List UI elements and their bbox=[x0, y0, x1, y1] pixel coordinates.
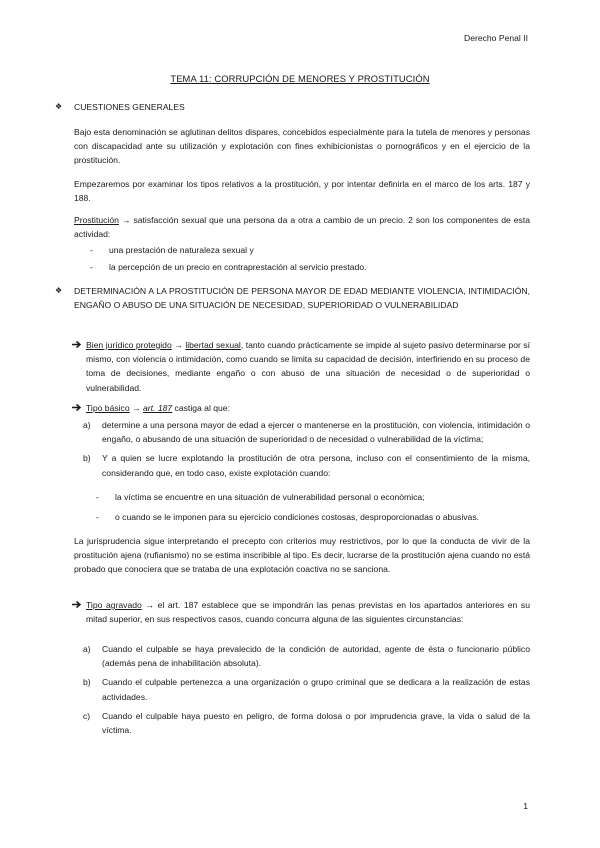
list-item-text: Cuando el culpable haya puesto en peligro, de forma dolosa o por imprudencia grave, la vida o salud de la víctima. bbox=[102, 710, 530, 736]
list-item-text: o cuando se le imponen para su ejercicio condiciones costosas, desproporcionadas o abusivas. bbox=[115, 512, 480, 523]
dash-bullet: - bbox=[96, 512, 99, 523]
title-text: CORRUPCIÓN DE MENORES Y PROSTITUCIÓN bbox=[211, 73, 430, 84]
arrow-icon: → bbox=[118, 215, 134, 225]
explotacion-conditions-list bbox=[96, 490, 543, 524]
tipo-basico-text bbox=[72, 401, 530, 415]
list-item bbox=[83, 451, 530, 479]
paragraph-jurisprudencia: La jurisprudencia sigue interpretando el precepto con criterios muy restrictivos, por lo que la conducta de vivir de la prostitución ajena (rufianismo) no se estima inscribible al tipo. Es decir, lucrarse de la prostitución ajena cuando no está probado que conociera que se trataba de una explotación coactiva no se sanciona. bbox=[74, 536, 530, 575]
bien-juridico-text bbox=[72, 338, 530, 395]
right-arrow-icon bbox=[72, 598, 82, 612]
section-heading-text: CUESTIONES GENERALES bbox=[74, 102, 185, 112]
list-marker: a) bbox=[83, 420, 91, 430]
list-item-text: determine a una persona mayor de edad a ejercer o mantenerse en la prostitución, con violencia, intimidación o engaño, o abusando de una situación de superioridad o de necesidad o vulnerabilidad de la víctima; bbox=[102, 420, 530, 445]
page-title bbox=[0, 72, 600, 86]
list-item-text: Cuando el culpable se haya prevalecido de la condición de autoridad, agente de ésta o funcionario público (además pena de inhabilitación absoluta). bbox=[102, 644, 530, 669]
arrow-text: → bbox=[141, 600, 158, 610]
section-heading-text: DETERMINACIÓN A LA PROSTITUCIÓN DE PERSONA MAYOR DE EDAD MEDIANTE VIOLENCIA, INTIMIDACIÓN, ENGAÑO O ABUSO DE UNA SITUACIÓN DE NECESIDAD, SUPERIORIDAD O VULNERABILIDAD bbox=[74, 286, 530, 311]
tipo-basico-list bbox=[83, 418, 530, 480]
list-marker: b) bbox=[83, 453, 91, 464]
dash-bullet: - bbox=[96, 492, 99, 502]
list-marker: a) bbox=[83, 644, 91, 654]
section-heading-determinacion bbox=[55, 284, 530, 312]
tipo-agravado-text bbox=[72, 598, 530, 626]
page-number: 1 bbox=[523, 801, 528, 811]
term-prostitucion: Prostitución bbox=[74, 215, 119, 225]
list-marker: c) bbox=[83, 710, 91, 721]
running-header: Derecho Penal II bbox=[463, 33, 528, 43]
list-item bbox=[83, 675, 530, 703]
section-heading-cuestiones-generales bbox=[55, 100, 530, 114]
list-item bbox=[96, 490, 543, 504]
arrow-text: → bbox=[171, 340, 186, 350]
list-item-text: la percepción de un precio en contraprestación al servicio prestado. bbox=[109, 262, 367, 273]
list-item-text: la víctima se encuentre en una situación de vulnerabilidad personal o económica; bbox=[115, 492, 425, 502]
definition-text: satisfacción sexual que una persona da a otra a cambio de un precio. 2 son los componentes de esta actividad: bbox=[74, 215, 530, 240]
list-marker: b) bbox=[83, 677, 91, 688]
list-item bbox=[90, 243, 530, 257]
list-item-text: Cuando el culpable pertenezca a una organización o grupo criminal que se dedicara a la realización de estas actividades. bbox=[102, 677, 530, 702]
tipo-agravado-list bbox=[83, 642, 530, 737]
title-label: TEMA 11: bbox=[170, 73, 212, 84]
tipo-basico-description: castiga al que: bbox=[172, 403, 230, 413]
term-bien-juridico: Bien jurídico protegido bbox=[86, 340, 172, 350]
tipo-basico-item bbox=[72, 401, 530, 415]
bien-juridico-description: , tanto cuando prácticamente se impide al sujeto pasivo determinarse por sí mismo, con violencia o intimidación, como cuando se limita su capacidad de decisión, interfiriendo en su proceso de toma de decisiones, mediante engaño o con abuso de una situación de necesidad o de superioridad o vulnerabilidad. bbox=[86, 340, 531, 393]
list-item bbox=[96, 510, 543, 524]
diamond-bullet-icon: ❖ bbox=[55, 286, 63, 295]
term-tipo-agravado: Tipo agravado bbox=[86, 600, 142, 610]
bien-juridico-item bbox=[72, 338, 530, 395]
components-list bbox=[90, 243, 530, 274]
diamond-bullet-icon: ❖ bbox=[55, 102, 63, 111]
dash-bullet: - bbox=[90, 245, 93, 255]
list-item-text: Y a quien se lucre explotando la prostitución de otra persona, incluso con el consentimiento de la misma, considerando que, en todo caso, existe explotación cuando: bbox=[102, 453, 530, 478]
paragraph-prostitucion-definition bbox=[74, 213, 530, 241]
right-arrow-icon bbox=[72, 401, 82, 415]
article-reference: art. 187 bbox=[143, 403, 173, 413]
paragraph-tipos: Empezaremos por examinar los tipos relativos a la prostitución, y por intentar definirla en el marco de los arts. 187 y 188. bbox=[74, 179, 530, 204]
list-item bbox=[83, 418, 530, 446]
tipo-agravado-item bbox=[72, 598, 530, 626]
list-item bbox=[83, 709, 530, 737]
tipo-agravado-description: el art. 187 establece que se impondrán las penas previstas en los apartados anteriores en su mitad superior, en sus respectivos casos, cuando concurra alguna de las siguientes circunstancias: bbox=[86, 600, 530, 625]
value-libertad-sexual: libertad sexual bbox=[185, 340, 241, 350]
list-item-text: una prestación de naturaleza sexual y bbox=[109, 245, 254, 255]
dash-bullet: - bbox=[90, 262, 93, 273]
right-arrow-icon bbox=[72, 338, 82, 352]
arrow-text: → bbox=[129, 403, 144, 413]
list-item bbox=[83, 642, 530, 670]
paragraph-intro: Bajo esta denominación se aglutinan delitos dispares, concebidos especialmente para la tutela de menores y personas con discapacidad ante su utilización y explotación con fines exhibicionistas o pornográficos y en el ejercicio de la prostitución. bbox=[74, 127, 530, 166]
list-item bbox=[90, 260, 530, 274]
term-tipo-basico: Tipo básico bbox=[86, 403, 130, 413]
